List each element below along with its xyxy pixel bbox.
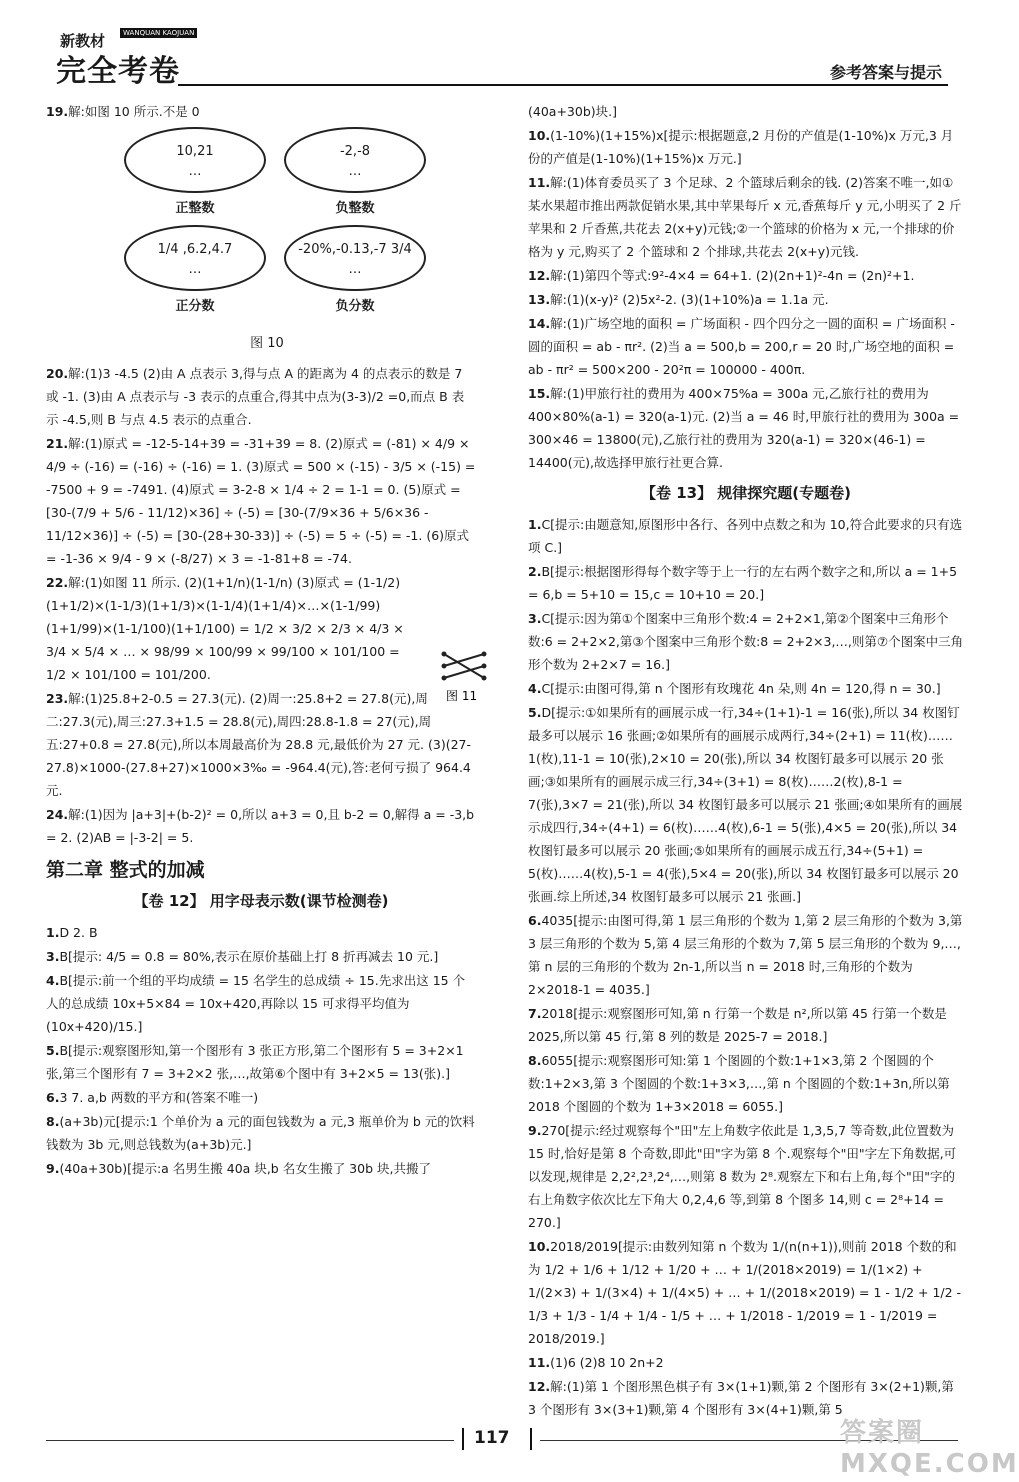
answer-item: 2.B[提示:根据图形得每个数字等于上一行的左右两个数字之和,所以 a = 1+5 = 6,b = 5+10 = 15,c = 10+10 = 20.] — [528, 564, 958, 602]
answer-item: 9.(40a+30b)[提示:a 名男生搬 40a 块,b 名女生搬了 30b 块,共搬了 — [46, 1161, 431, 1176]
answer-item: 1.D 2. B — [46, 925, 98, 940]
answer-item: 13.解:(1)(x-y)² (2)5x²-2. (3)(1+10%)a = 1.1a 元. — [528, 292, 829, 307]
page-number: 117 — [474, 1428, 510, 1448]
answer-item: 3.B[提示: 4/5 = 0.8 = 80%,表示在原价基础上打 8 折再减去 10 元.] — [46, 949, 439, 964]
oval-positive-integers: 10,21 … — [124, 127, 266, 193]
watermark: 答案圈 MXQE.COM — [840, 1418, 1019, 1479]
figure-10 — [46, 127, 476, 362]
answer-item: 3.C[提示:因为第①个图案中三角形个数:4 = 2+2×1,第②个图案中三角形个数:6 = 2+2×2,第③个图案中三角形个数:8 = 2+2×3,…,则第⑦个图案中三角形个数为 2+2×7 = 16.] — [528, 611, 964, 672]
page-header — [0, 0, 1000, 92]
answer-item: 19.解:如图 10 所示.不是 0 — [46, 104, 200, 119]
left-column — [46, 100, 476, 1181]
answer-item: 23.解:(1)25.8+2-0.5 = 27.3(元). (2)周一:25.8+2 = 27.8(元),周二:27.3(元),周三:27.3+1.5 = 28.8(元),周四:28.8-1.8 = 27(元),周五:27+0.8 = 27.8(元),所以本周最高价为 28.8 元,最低价为 27 元. (3)(27-27.8)×1000-(27.8+27)×1000×3‰ = -964.4(元),答:老何亏损了 964.4 元. — [46, 691, 472, 798]
answer-item: 8.(a+3b)元[提示:1 个单价为 a 元的面包钱数为 a 元,3 瓶单价为 b 元的饮料钱数为 3b 元,则总钱数为(a+3b)元.] — [46, 1114, 475, 1152]
footer-rule-left — [46, 1440, 454, 1441]
logo-english-tag: WANQUAN KAOJUAN — [120, 28, 197, 38]
right-column — [528, 100, 964, 1422]
answer-item: 10.(1-10%)(1+15%)x[提示:根据题意,2 月份的产值是(1-10%)x 万元,3 月份的产值是(1-10%)(1+15%)x 万元.] — [528, 128, 954, 166]
answer-item: 7.2018[提示:观察图形可知,第 n 行第一个数是 n²,所以第 45 行第一个数是 2025,所以第 45 行,第 8 列的数是 2025-7 = 2018.] — [528, 1006, 947, 1044]
oval-label: 负整数 — [335, 201, 375, 216]
answer-item: 1.C[提示:由题意知,原图形中各行、各列中点数之和为 10,符合此要求的只有选项 C.] — [528, 517, 963, 555]
answer-item: 24.解:(1)因为 |a+3|+(b-2)² = 0,所以 a+3 = 0,且 b-2 = 0,解得 a = -3,b = 2. (2)AB = |-3-2| = 5. — [46, 807, 475, 845]
footer-bar-left — [462, 1428, 464, 1450]
answer-item: 4.C[提示:由图可得,第 n 个图形有玫瑰花 4n 朵,则 4n = 120,得 n = 30.] — [528, 681, 941, 696]
oval-label: 负分数 — [335, 299, 375, 314]
section-title: 【卷 12】 用字母表示数(课节检测卷) — [133, 892, 389, 910]
answer-item: 11.解:(1)体育委员买了 3 个足球、2 个篮球后剩余的钱. (2)答案不唯一,如①某水果超市推出两款促销水果,其中苹果每斤 x 元,香蕉每斤 y 元,小明买了 2 斤苹果和 2 斤香蕉,共花去 2(x+y)元钱;②一个篮球的价格为 x 元,一个排球的价格为 y 元,购买了 2 个篮球和 2 个排球,共花去 2(x+y)元钱. — [528, 175, 962, 259]
oval-positive-fractions: 1/4 ,6.2,4.7 … — [124, 225, 266, 291]
figure-11-caption: 图 11 — [446, 689, 478, 703]
figure-11 — [440, 648, 490, 708]
answer-item: 4.B[提示:前一个组的平均成绩 = 15 名学生的总成绩 ÷ 15.先求出这 15 个人的总成绩 10x+5×84 = 10x+420,再除以 15 可求得平均值为 (10x+420)/15.] — [46, 973, 466, 1034]
answer-item: 10.2018/2019[提示:由数列知第 n 个数为 1/(n(n+1)),则前 2018 个数的和为 1/2 + 1/6 + 1/12 + 1/20 + … + 1/(2018×2019) = 1/(1×2) + 1/(2×3) + 1/(3×4) + 1/(4×5) + … + 1/(2018×2019) = 1 - 1/2 + 1/2 - 1/3 + 1/3 - 1/4 + 1/4 - 1/5 + … + 1/2018 - 1/2019 = 1 - 1/2019 = 2018/2019.] — [528, 1239, 962, 1346]
footer-bar-right — [530, 1428, 532, 1450]
answer-item: (40a+30b)块.] — [528, 104, 617, 119]
answer-item: 9.270[提示:经过观察每个"田"左上角数字依此是 1,3,5,7 等奇数,此位置数为 15 时,恰好是第 8 个奇数,即此"田"字为第 8 个.观察每个"田"字左下角数据,可以发现,规律是 2,2²,2³,2⁴,…,则第 8 数为 2⁸.观察左下和右上角,每个"田"字的右上角数字依次比左下角大 0,2,4,6 等,到第 8 个图多 14,则 c = 2⁸+14 = 270.] — [528, 1123, 957, 1230]
section-title: 【卷 13】 规律探究题(专题卷) — [640, 484, 852, 502]
logo-main-text: 完全考卷 — [56, 54, 180, 89]
figure-caption: 图 10 — [250, 336, 284, 351]
answer-item: 20.解:(1)3 -4.5 (2)由 A 点表示 3,得与点 A 的距离为 4 的点表示的数是 7 或 -1. (3)由 A 点表示与 -3 表示的点重合,得其中点为(3-3)/2 =0,而点 B 表示 -4.5,则 B 与点 4.5 表示的点重合. — [46, 366, 465, 427]
answer-item: 11.(1)6 (2)8 10 2n+2 — [528, 1355, 664, 1370]
answer-item: 5.B[提示:观察图形知,第一个图形有 3 张正方形,第二个图形有 5 = 3+2×1 张,第三个图形有 7 = 3+2×2 张,…,故第⑥个图中有 3+2×5 = 13(张).] — [46, 1043, 464, 1081]
oval-negative-integers: -2,-8 … — [284, 127, 426, 193]
answer-item: 21.解:(1)原式 = -12-5-14+39 = -31+39 = 8. (2)原式 = (-81) × 4/9 × 4/9 ÷ (-16) = (-16) ÷ (-16) = 1. (3)原式 = 500 × (-15) - 3/5 × (-15) = -7500 + 9 = -7491. (4)原式 = 3-2-8 × 1/4 ÷ 2 = 1-1 = 0. (5)原式 = [30-(7/9 + 5/6 - 11/12)×36] ÷ (-5) = [30-(7/9×36 + 5/6×36 - 11/12×36)] ÷ (-5) = [30-(28+30-33)] ÷ (-5) = 5 ÷ (-5) = -1. (6)原式 = -1-36 × 9/4 - 9 × (-8/27) × 3 = -1-81+8 = -74. — [46, 436, 476, 566]
answer-item: 15.解:(1)甲旅行社的费用为 400×75%a = 300a 元,乙旅行社的费用为 400×80%(a-1) = 320(a-1)元. (2)当 a = 46 时,甲旅行社的费用为 300a = 300×46 = 13800(元),乙旅行社的费用为 320(a-1) = 320×(46-1) = 14400(元),故选择甲旅行社更合算. — [528, 386, 960, 470]
oval-label: 正整数 — [175, 201, 215, 216]
oval-label: 正分数 — [175, 299, 215, 314]
answer-item: 14.解:(1)广场空地的面积 = 广场面积 - 四个四分之一圆的面积 = 广场面积 - 圆的面积 = ab - πr². (2)当 a = 500,b = 200,r = 20 时,广场空地的面积 = ab - πr² = 500×200 - 20²π = 100000 - 400π. — [528, 316, 955, 377]
header-rule — [178, 84, 948, 86]
logo-top-text: 新教材 — [60, 32, 106, 50]
answer-item: 6.3 7. a,b 两数的平方和(答案不唯一) — [46, 1090, 259, 1105]
answer-item: 12.解:(1)第 1 个图形黑色棋子有 3×(1+1)颗,第 2 个图形有 3×(2+1)颗,第 3 个图形有 3×(3+1)颗,第 4 个图形有 3×(4+1)颗,第 5 — [528, 1379, 954, 1417]
answer-item: 5.D[提示:①如果所有的画展示成一行,34÷(1+1)-1 = 16(张),所以 34 枚图钉最多可以展示 16 张画;②如果所有的画展示成两行,34÷(2+1) = 11(枚)……1(枚),11-1 = 10(张),2×10 = 20(张),所以 34 枚图钉最多可以展示 20 张画;③如果所有的画展示成三行,34÷(3+1) = 8(枚)……2(枚),8-1 = 7(张),3×7 = 21(张),所以 34 枚图钉最多可以展示 21 张画;④如果所有的画展示成四行,34÷(4+1) = 6(枚)……4(枚),6-1 = 5(张),4×5 = 20(张),所以 34 枚图钉最多可以展示 20 张画;⑤如果所有的画展示成五行,34÷(5+1) = 5(枚)……4(枚),5-1 = 4(张),5×4 = 20(张),所以 34 枚图钉最多可以展示 20 张画.综上所述,34 枚图钉最多可以展示 21 张画.] — [528, 705, 963, 904]
answer-item: 8.6055[提示:观察图形可知:第 1 个图圆的个数:1+1×3,第 2 个图圆的个数:1+2×3,第 3 个图圆的个数:1+3×3,…,第 n 个图圆的个数:1+3n,所以第 2018 个图圆的个数为 1+3×2018 = 6055.] — [528, 1053, 950, 1114]
answer-item: 12.解:(1)第四个等式:9²-4×4 = 64+1. (2)(2n+1)²-4n = (2n)²+1. — [528, 268, 915, 283]
answer-item: 22.解:(1)如图 11 所示. (2)(1+1/n)(1-1/n) (3)原式 = (1-1/2)(1+1/2)×(1-1/3)(1+1/3)×(1-1/4)(1+1/4)×…×(1-1/99)(1+1/99)×(1-1/100)(1+1/100) = 1/2 × 3/2 × 2/3 × 4/3 × 3/4 × 5/4 × … × 98/99 × 100/99 × 99/100 × 101/100 = 1/2 × 101/100 = 101/200. — [46, 575, 404, 682]
answer-item: 6.4035[提示:由图可得,第 1 层三角形的个数为 1,第 2 层三角形的个数为 3,第 3 层三角形的个数为 5,第 4 层三角形的个数为 7,第 5 层三角形的个数为 9,…,第 n 层的三角形的个数为 2n-1,所以当 n = 2018 时,三角形的个数为 2×2018-1 = 4035.] — [528, 913, 963, 997]
chapter-title: 第二章 整式的加减 — [46, 859, 205, 881]
header-title: 参考答案与提示 — [829, 63, 942, 82]
oval-negative-fractions: -20%,-0.13,-7 3/4 … — [284, 225, 426, 291]
